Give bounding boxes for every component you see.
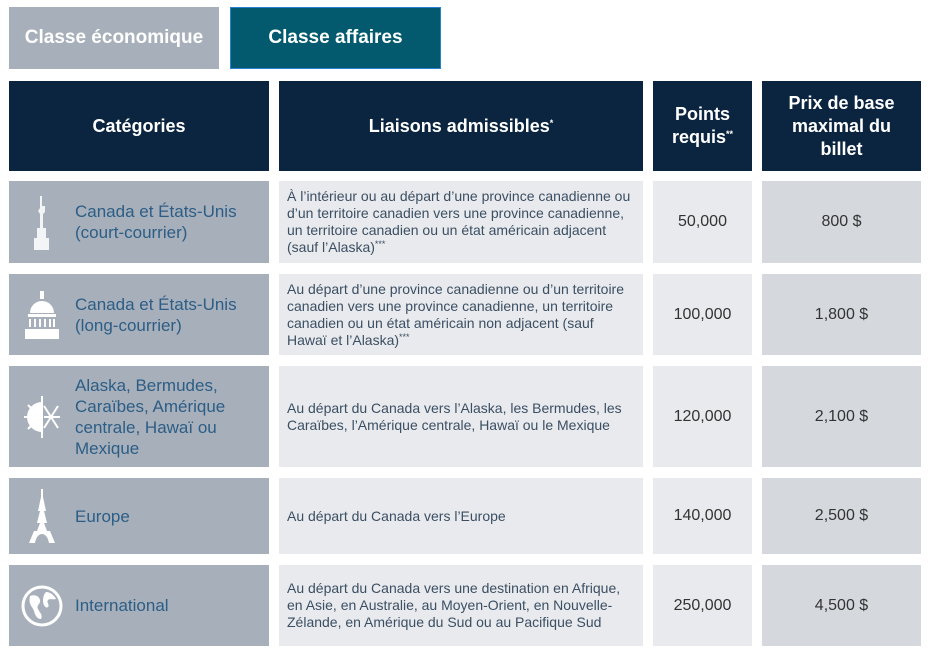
points-value: 140,000 xyxy=(673,507,732,524)
tab-economy-class[interactable]: Classe économique xyxy=(9,7,219,69)
footnote-marker: ** xyxy=(726,129,734,139)
sun-snowflake-icon xyxy=(9,394,75,440)
category-cell xyxy=(9,366,269,467)
category-cell xyxy=(9,274,269,355)
routes-text: Au départ d’une province canadienne ou d’un territoire canadien vers une province canadienne, un territoire canadien ou un état américain non adjacent (sauf Hawaï et l’Alaska) xyxy=(287,280,625,348)
routes-text: À l’intérieur ou au départ d’une province canadienne ou d’un territoire canadien vers une province canadienne, un territoire canadien ou un état américain adjacent (sauf l’Alaska) xyxy=(287,188,631,255)
routes-text: Au départ du Canada vers l’Europe xyxy=(287,507,506,524)
header-routes-label: Liaisons admissibles xyxy=(368,115,550,136)
category-cell xyxy=(9,478,269,554)
price-value: 2,100 $ xyxy=(814,407,869,425)
routes-cell xyxy=(279,181,643,263)
header-categories xyxy=(9,81,269,171)
routes-cell xyxy=(279,366,643,467)
routes-cell xyxy=(279,274,643,355)
statue-of-liberty-icon xyxy=(9,194,75,250)
header-routes xyxy=(279,81,643,171)
points-value: 120,000 xyxy=(673,407,732,425)
header-categories-label: Catégories xyxy=(92,115,186,136)
category-label: International xyxy=(75,596,169,615)
price-cell xyxy=(762,274,921,355)
points-value: 50,000 xyxy=(678,213,727,230)
price-cell xyxy=(762,366,921,467)
row-spacer xyxy=(9,263,921,273)
points-value: 250,000 xyxy=(673,596,732,614)
capitol-dome-icon xyxy=(9,289,75,341)
globe-icon xyxy=(9,584,75,628)
tab-business-class[interactable]: Classe affaires xyxy=(230,7,441,69)
eiffel-tower-icon xyxy=(9,489,75,543)
row-spacer xyxy=(9,355,921,365)
footnote-marker: *** xyxy=(374,239,386,249)
footnote-marker: * xyxy=(549,117,554,128)
price-value: 2,500 $ xyxy=(814,507,869,524)
header-points-label: Points requis xyxy=(671,104,730,147)
routes-text: Au départ du Canada vers l’Alaska, les Bermudes, les Caraïbes, l’Amérique centrale, Hawaï ou le Mexique xyxy=(287,399,622,433)
rewards-table xyxy=(9,81,921,646)
class-tabs xyxy=(9,7,441,69)
points-cell xyxy=(653,366,752,467)
category-label: Canada et États-Unis (court-courrier) xyxy=(75,202,237,242)
routes-cell xyxy=(279,478,643,554)
category-cell xyxy=(9,565,269,646)
header-price-label: Prix de base maximal du billet xyxy=(788,92,895,159)
points-cell xyxy=(653,274,752,355)
price-value: 4,500 $ xyxy=(814,596,869,614)
category-label: Canada et États-Unis (long-courrier) xyxy=(75,294,237,335)
price-cell xyxy=(762,565,921,646)
price-cell xyxy=(762,181,921,263)
header-price xyxy=(762,81,921,171)
price-value: 800 $ xyxy=(821,213,862,230)
row-spacer xyxy=(9,554,921,564)
points-cell xyxy=(653,565,752,646)
category-cell xyxy=(9,181,269,263)
routes-text: Au départ du Canada vers une destination en Afrique, en Asie, en Australie, au Moyen-Orient, en Nouvelle-Zélande, en Amérique du Sud ou au Pacifique Sud xyxy=(287,580,621,630)
row-spacer xyxy=(9,467,921,477)
category-label: Alaska, Bermudes, Caraïbes, Amérique centrale, Hawaï ou Mexique xyxy=(75,375,226,458)
price-cell xyxy=(762,478,921,554)
points-value: 100,000 xyxy=(673,305,732,323)
price-value: 1,800 $ xyxy=(814,305,869,323)
footnote-marker: *** xyxy=(399,331,410,342)
points-cell xyxy=(653,478,752,554)
header-points xyxy=(653,81,752,171)
category-label: Europe xyxy=(75,506,130,526)
row-spacer xyxy=(9,171,921,181)
points-cell xyxy=(653,181,752,263)
routes-cell xyxy=(279,565,643,646)
